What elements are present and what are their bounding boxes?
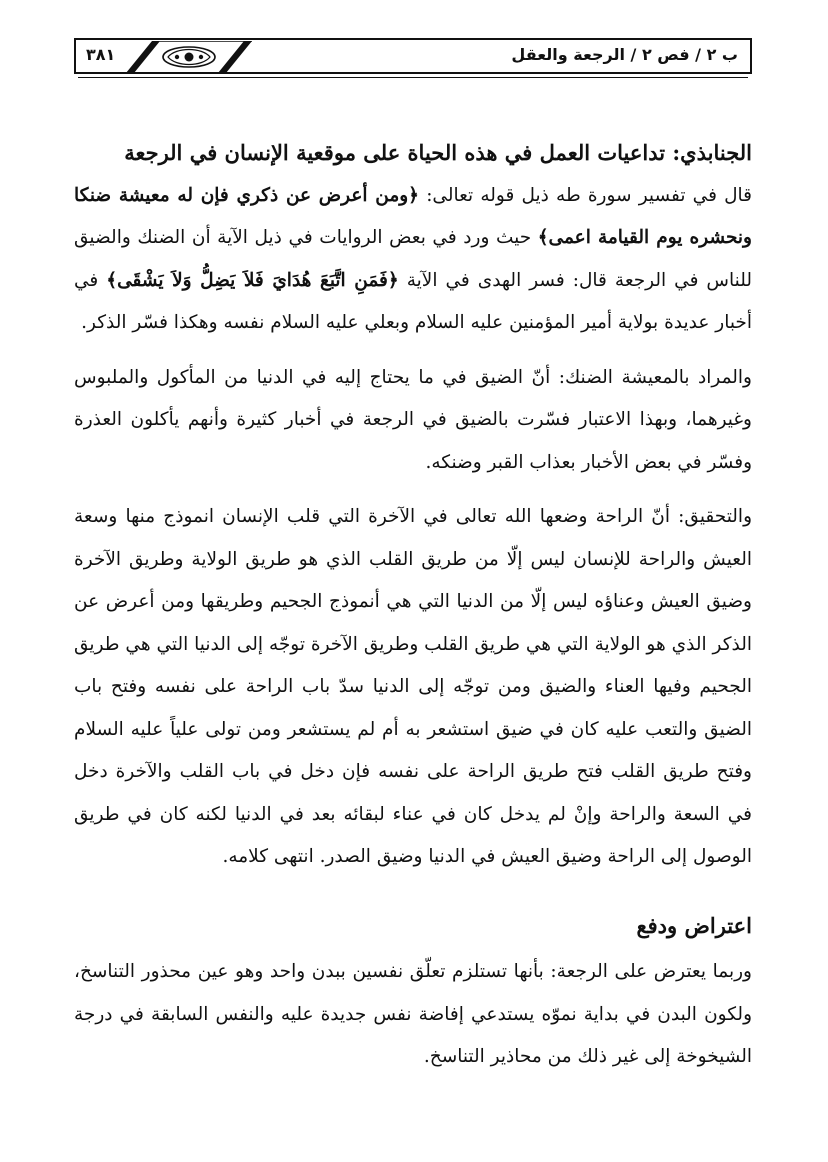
paragraph-tafsir-middle: حيث ورد في بعض الروايات في ذيل الآية أن الضنك والضيق للناس في الرجعة قال: فسر الهدى في الآية: [74, 227, 752, 291]
quran-verse-2: ﴿فَمَنِ اتَّبَعَ هُدَايَ فَلاَ يَضِلُّ وَلاَ يَشْقَى﴾: [106, 269, 399, 291]
paragraph-maisha: والمراد بالمعيشة الضنك: أنّ الضيق في ما يحتاج إليه في الدنيا من المأكول والملبوس وغيرهما، وبهذا الاعتبار فسّرت بالضيق في الرجعة في أخبار كثيرة وأنهم يأكلون العذرة وفسّر في بعض الأخبار بعذاب القبر وضنكه.: [74, 366, 752, 473]
page-number: ٣٨١: [86, 45, 116, 64]
paragraph-tafsir-intro: قال في تفسير سورة طه ذيل قوله تعالى:: [426, 184, 752, 206]
section-heading-objection: اعتراض ودفع: [636, 912, 752, 938]
paragraph-tafsir: [74, 175, 752, 345]
page-body: [74, 132, 752, 1079]
running-header: [74, 38, 752, 74]
heading-janabidhi: الجنابذي: تداعيات العمل في هذه الحياة على موقعية الإنسان في الرجعة: [124, 140, 752, 165]
paragraph-tahqiq: والتحقيق: أنّ الراحة وضعها الله تعالى في الآخرة التي قلب الإنسان انموذج منها وسعة العيش والراحة للإنسان ليس إلّا من طريق القلب الذي هو طريق الولاية وطريق الآخرة وضيق العيش وعناؤه ليس إلّا من الدنيا التي هي أنموذج الجحيم وطريقها ومن أعرض عن الذكر الذي هو الولاية التي هي طريق القلب وطريق الآخرة توجّه إلى الدنيا التي هي طريق الجحيم وفيها العناء والضيق ومن توجّه إلى الدنيا سدّ باب الراحة على نفسه وفتح باب الضيق والتعب عليه كان في ضيق استشعر به أم لم يستشعر ومن تولى علياً عليه السلام وفتح طريق القلب فتح طريق الراحة على نفسه فإن دخل في باب القلب والآخرة دخل في السعة والراحة وإنْ لم يدخل كان في عناء لبقائه بعد في الدنيا لكنه كان في طريق الوصول إلى الراحة وضيق العيش في الدنيا وضيق الصدر. انتهى كلامه.: [74, 506, 752, 867]
ornament-icon: [126, 41, 252, 73]
running-title: ب ٢ / فص ٢ / الرجعة والعقل: [511, 45, 738, 64]
quran-verse-1: ﴿ومن أعرض عن ذكري فإن له معيشة ضنكا ونحشره يوم القيامة اعمى﴾: [74, 184, 752, 248]
paragraph-tafsir-end: في أخبار عديدة بولاية أمير المؤمنين عليه السلام وبعلي عليه السلام نفسه وهكذا فسّر الذكر.: [74, 269, 752, 333]
paragraph-objection: وربما يعترض على الرجعة: بأنها تستلزم تعلّق نفسين ببدن واحد وهو عين محذور التناسخ، ولكون البدن في بداية نموّه يستدعي إفاضة نفس جديدة عليه والنفس السابقة في درجة الشيخوخة إلى غير ذلك من محاذير التناسخ.: [74, 961, 752, 1067]
